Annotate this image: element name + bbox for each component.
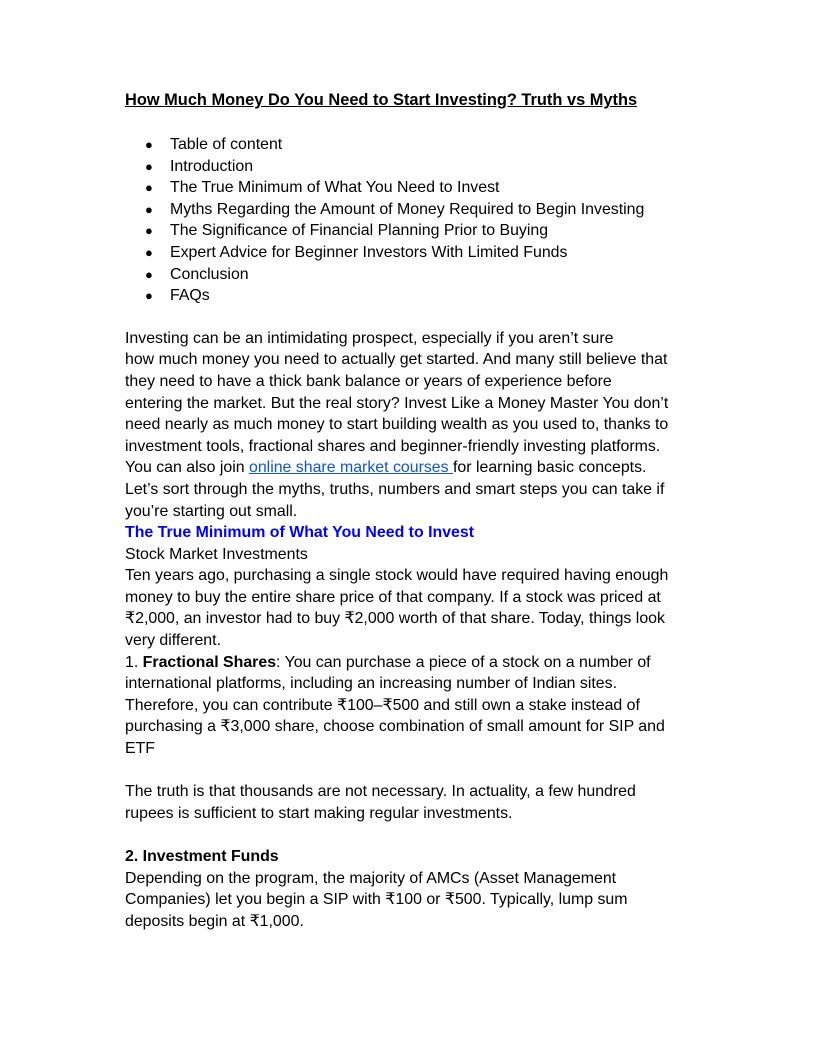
document-title: How Much Money Do You Need to Start Investing? Truth vs Myths: [125, 91, 638, 109]
text-line: ₹2,000, an investor had to buy ₹2,000 worth of that share. Today, things look: [125, 610, 665, 628]
truth-paragraph: [125, 781, 695, 824]
text-line: The truth is that thousands are not necessary. In actuality, a few hundred: [125, 783, 636, 801]
investment-funds-paragraph: [125, 868, 695, 933]
text-line: ETF: [125, 740, 156, 758]
bullet-icon: ●: [145, 223, 153, 239]
text-line: Depending on the program, the majority of AMCs (Asset Management: [125, 869, 617, 887]
text-line: purchasing a ₹3,000 share, choose combination of small amount for SIP and: [125, 718, 665, 736]
paragraph-spacer: [125, 824, 695, 846]
text-segment: You can also join: [125, 459, 249, 477]
toc-item: [125, 264, 695, 286]
text-line: international platforms, including an increasing number of Indian sites.: [125, 675, 618, 693]
document-page: [125, 88, 695, 932]
text-line: you’re starting out small.: [125, 502, 298, 520]
text-line: [125, 652, 695, 674]
text-line: Companies) let you begin a SIP with ₹100 or ₹500. Typically, lump sum: [125, 891, 628, 909]
text-line: investment tools, fractional shares and beginner-friendly investing platforms.: [125, 437, 661, 455]
stock-history-paragraph: [125, 565, 695, 651]
text-line: Therefore, you can contribute ₹100–₹500 and still own a stake instead of: [125, 696, 640, 714]
text-line: money to buy the entire share price of that company. If a stock was priced at: [125, 588, 661, 606]
toc-item: [125, 177, 695, 199]
point-label: Fractional Shares: [142, 653, 277, 671]
bullet-icon: ●: [145, 201, 153, 217]
text-line: rupees is sufficient to start making regular investments.: [125, 804, 513, 822]
text-segment: : You can purchase a piece of a stock on a number of: [276, 653, 651, 671]
toc-item: [125, 199, 695, 221]
text-line: [125, 457, 695, 479]
text-line: deposits begin at ₹1,000.: [125, 912, 304, 930]
text-line: entering the market. But the real story? Invest Like a Money Master You don’t: [125, 394, 669, 412]
bullet-icon: ●: [145, 288, 153, 304]
bullet-icon: ●: [145, 137, 153, 152]
toc-item-label: The True Minimum of What You Need to Invest: [170, 179, 500, 197]
section-heading: The True Minimum of What You Need to Invest: [125, 524, 475, 542]
share-market-courses-link[interactable]: online share market courses: [248, 459, 454, 477]
toc-item-label: Table of content: [170, 136, 283, 153]
investment-funds-heading: 2. Investment Funds: [125, 848, 279, 865]
toc-item-label: Introduction: [170, 157, 254, 175]
bullet-icon: ●: [145, 180, 153, 196]
list-number: 1.: [125, 653, 143, 671]
paragraph-spacer: [125, 760, 695, 782]
toc-item: [125, 220, 695, 242]
text-line: Investing can be an intimidating prospect, especially if you aren’t sure: [125, 329, 614, 347]
toc-item: [125, 285, 695, 307]
toc-item: [125, 242, 695, 264]
section-subheading: Stock Market Investments: [125, 545, 308, 563]
toc-item-label: FAQs: [170, 287, 210, 305]
bullet-icon: ●: [145, 244, 153, 260]
text-line: how much money you need to actually get started. And many still believe that: [125, 351, 668, 369]
intro-paragraph: [125, 328, 695, 522]
toc-item-label: Myths Regarding the Amount of Money Required to Begin Investing: [170, 200, 645, 218]
toc-item-label: Conclusion: [170, 265, 249, 283]
text-line: Let’s sort through the myths, truths, numbers and smart steps you can take if: [125, 480, 665, 498]
toc-item: [125, 134, 695, 156]
text-line: Ten years ago, purchasing a single stock would have required having enough: [125, 567, 669, 585]
fractional-shares-paragraph: [125, 652, 695, 760]
bullet-icon: ●: [145, 158, 153, 174]
text-segment: for learning basic concepts.: [453, 459, 647, 477]
toc-item-label: Expert Advice for Beginner Investors With Limited Funds: [170, 243, 568, 261]
toc-item-label: The Significance of Financial Planning Prior to Buying: [170, 222, 549, 240]
bullet-icon: ●: [145, 266, 153, 282]
table-of-contents: [125, 134, 695, 307]
toc-item: [125, 156, 695, 178]
text-line: need nearly as much money to start building wealth as you used to, thanks to: [125, 416, 669, 434]
text-line: they need to have a thick bank balance or years of experience before: [125, 372, 612, 390]
text-line: very different.: [125, 632, 221, 650]
